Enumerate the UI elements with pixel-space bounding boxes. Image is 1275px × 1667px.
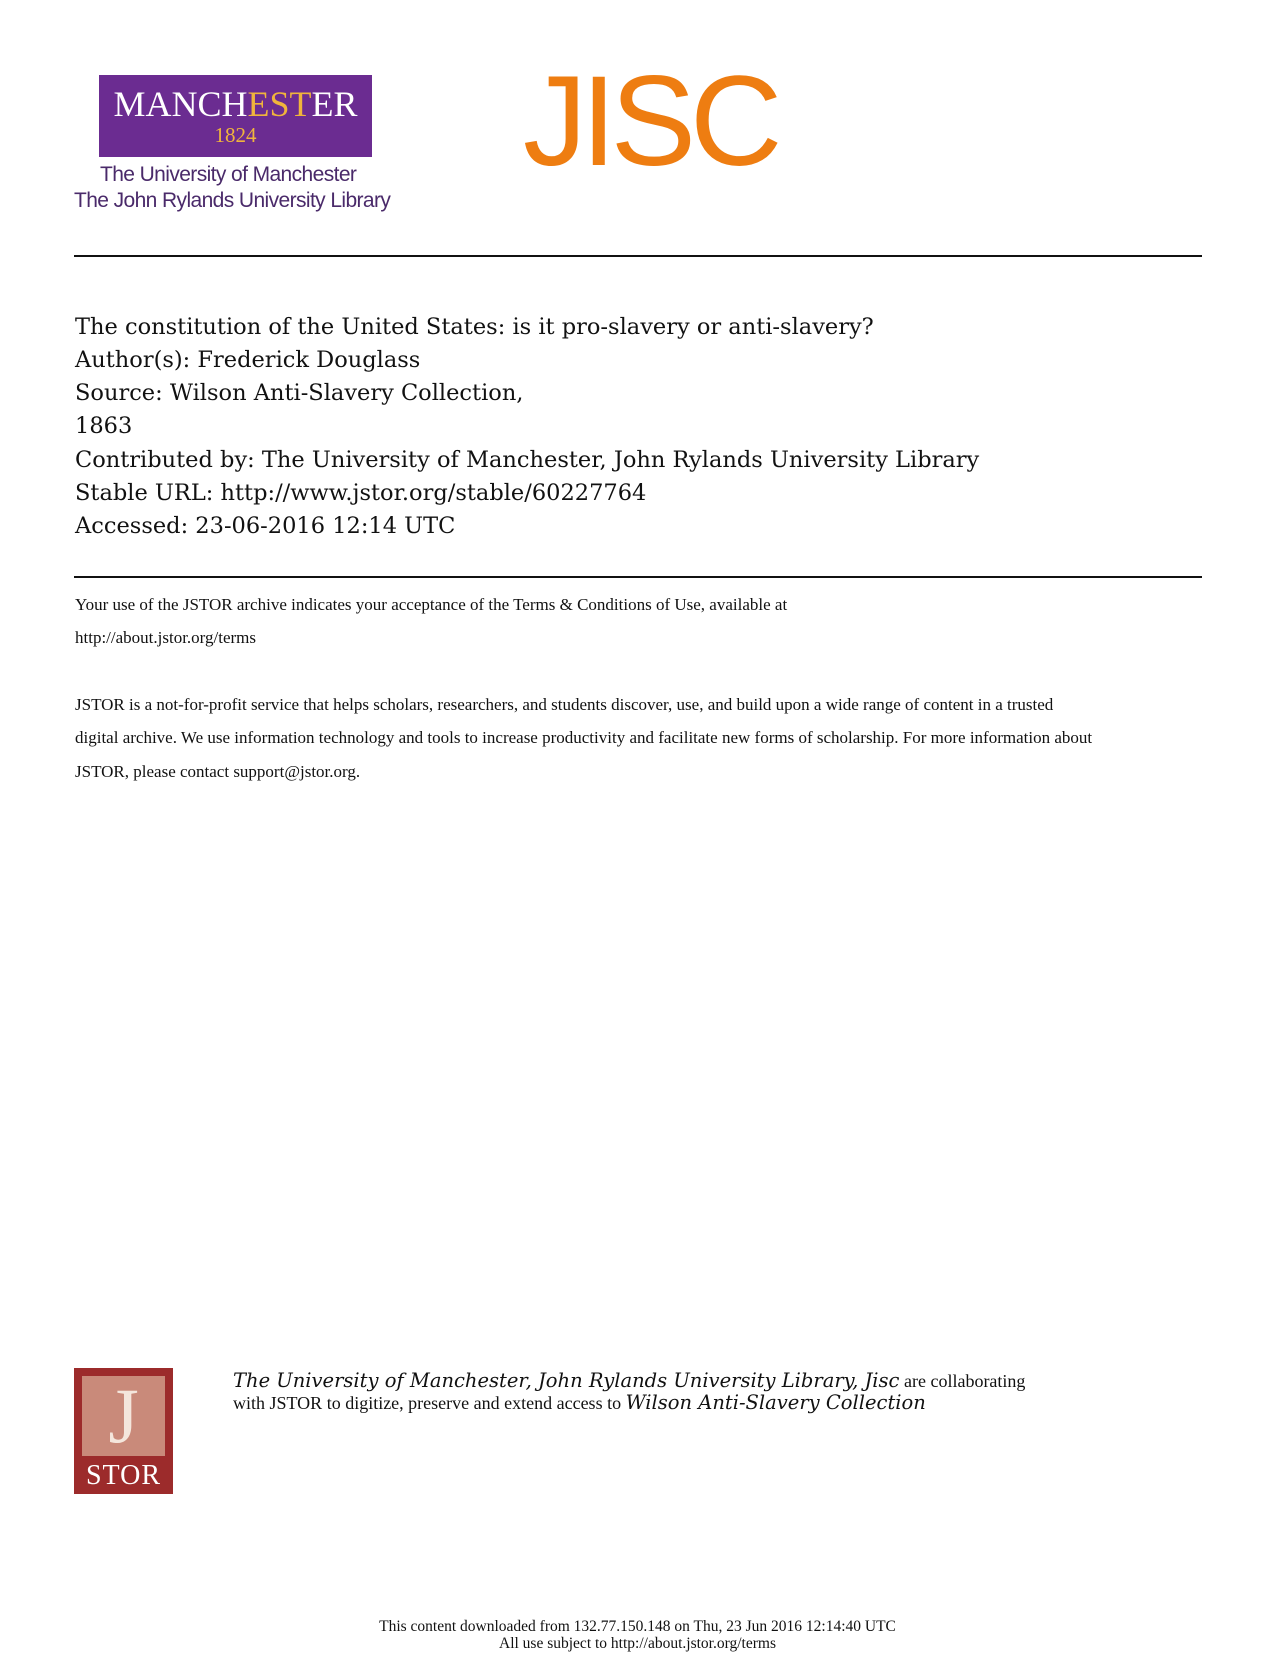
collaboration-text-2: with JSTOR to digitize, preserve and extend access to [233, 1393, 626, 1413]
about-line-2: digital archive. We use information technology and tools to increase productivity and facilitate new forms of scholarship. For more information about [75, 728, 1093, 747]
jisc-logo: JISC [523, 50, 777, 193]
document-author: Author(s): Frederick Douglass [75, 347, 421, 373]
document-contributor: Contributed by: The University of Manchester, John Rylands University Library [75, 447, 980, 473]
collaboration-line-2 [233, 1391, 926, 1414]
jstor-logo-word: STOR [85, 1460, 162, 1491]
footer-download-info: This content downloaded from 132.77.150.148 on Thu, 23 Jun 2016 12:14:40 UTC [379, 1618, 896, 1635]
terms-text: Your use of the JSTOR archive indicates your acceptance of the Terms & Conditions of Use, available at [75, 595, 788, 614]
manchester-subtitle-library: The John Rylands University Library [74, 189, 391, 212]
document-year: 1863 [75, 413, 133, 439]
manchester-subtitle-university: The University of Manchester [100, 163, 357, 186]
jstor-logo-ornament [82, 1372, 165, 1459]
about-line-3: JSTOR, please contact support@jstor.org. [75, 762, 361, 781]
collaboration-text-1: are collaborating [899, 1371, 1026, 1391]
about-line-1: JSTOR is a not-for-profit service that helps scholars, researchers, and students discover, use, and build upon a wide range of content in a trusted [75, 695, 1054, 714]
collaboration-line-1 [233, 1369, 1025, 1392]
manchester-logo-year: 1824 [214, 123, 257, 147]
manchester-logo [99, 75, 372, 157]
divider-top [74, 255, 1202, 257]
jstor-logo [74, 1368, 173, 1494]
collaboration-partners: The University of Manchester, John Rylands University Library, Jisc [233, 1369, 900, 1392]
divider-bottom [74, 576, 1202, 578]
document-accessed: Accessed: 23-06-2016 12:14 UTC [75, 513, 456, 539]
jstor-logo-letter: J [108, 1372, 139, 1459]
footer-terms: All use subject to http://about.jstor.org/terms [499, 1635, 776, 1652]
document-title: The constitution of the United States: is it pro-slavery or anti-slavery? [75, 314, 874, 340]
document-stable-url[interactable]: Stable URL: http://www.jstor.org/stable/60227764 [75, 480, 647, 506]
collaboration-collection: Wilson Anti-Slavery Collection [625, 1391, 926, 1414]
manchester-logo-name: MANCHESTER [113, 84, 358, 124]
document-source: Source: Wilson Anti-Slavery Collection, [75, 380, 524, 406]
terms-link[interactable]: http://about.jstor.org/terms [75, 628, 257, 647]
